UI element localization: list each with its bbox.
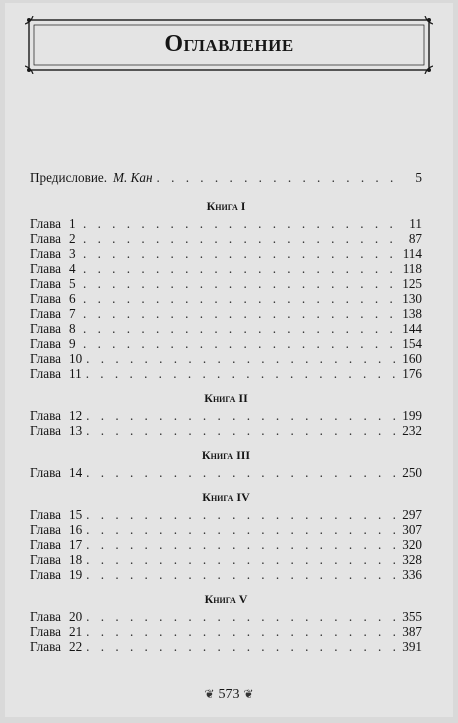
chapter-number: 12 bbox=[68, 408, 83, 423]
chapter-label: Глава bbox=[30, 522, 61, 537]
left-ornament-icon: ❦ bbox=[204, 687, 215, 701]
preface-author: М. Кан bbox=[113, 170, 153, 185]
dot-leader bbox=[83, 246, 398, 261]
chapter-page: 199 bbox=[402, 408, 422, 423]
chapter-label-group bbox=[30, 465, 82, 480]
chapter-entry bbox=[30, 321, 422, 336]
chapter-entry bbox=[30, 231, 422, 246]
dot-leader bbox=[86, 609, 398, 624]
chapter-number: 18 bbox=[68, 552, 83, 567]
dot-leader bbox=[86, 366, 398, 381]
chapter-page: 387 bbox=[402, 624, 422, 639]
chapter-number: 13 bbox=[68, 423, 83, 438]
chapter-entry bbox=[30, 552, 422, 567]
dot-leader bbox=[83, 321, 398, 336]
dot-leader bbox=[86, 537, 398, 552]
chapter-label: Глава bbox=[30, 567, 61, 582]
dot-leader bbox=[86, 552, 398, 567]
chapter-number: 15 bbox=[68, 507, 83, 522]
chapter-entry bbox=[30, 465, 422, 480]
chapter-page: 250 bbox=[402, 465, 422, 480]
chapter-page: 320 bbox=[402, 537, 422, 552]
chapter-entry bbox=[30, 366, 422, 381]
table-of-contents bbox=[30, 170, 422, 654]
chapter-label-group bbox=[30, 231, 79, 246]
dot-leader bbox=[83, 336, 398, 351]
chapter-label-group bbox=[30, 321, 79, 336]
page-footer bbox=[5, 687, 453, 703]
chapter-number: 16 bbox=[68, 522, 83, 537]
chapter-number: 20 bbox=[68, 609, 83, 624]
chapter-page: 144 bbox=[402, 321, 422, 336]
chapter-number: 6 bbox=[68, 291, 76, 306]
chapter-number: 5 bbox=[68, 276, 76, 291]
chapter-label: Глава bbox=[30, 639, 61, 654]
chapter-label-group bbox=[30, 276, 79, 291]
chapter-label-group bbox=[30, 246, 79, 261]
chapter-entry bbox=[30, 351, 422, 366]
chapter-label: Глава bbox=[30, 609, 61, 624]
chapter-number: 17 bbox=[68, 537, 83, 552]
chapter-label-group bbox=[30, 351, 82, 366]
chapter-label: Глава bbox=[30, 246, 61, 261]
preface-label-group bbox=[30, 170, 153, 185]
chapter-label-group bbox=[30, 261, 79, 276]
chapter-number: 9 bbox=[68, 336, 76, 351]
book-heading: Книга V bbox=[204, 592, 248, 606]
books-list bbox=[30, 198, 422, 654]
chapter-number: 4 bbox=[68, 261, 76, 276]
chapter-number: 22 bbox=[68, 639, 83, 654]
chapter-page: 232 bbox=[402, 423, 422, 438]
preface-entry bbox=[30, 170, 422, 185]
chapter-entry bbox=[30, 423, 422, 438]
chapter-entry bbox=[30, 246, 422, 261]
dot-leader bbox=[157, 170, 398, 185]
chapter-label: Глава bbox=[30, 306, 61, 321]
chapter-label-group bbox=[30, 522, 82, 537]
chapter-entry bbox=[30, 291, 422, 306]
chapter-label-group bbox=[30, 216, 79, 231]
chapter-page: 114 bbox=[402, 246, 422, 261]
chapter-label: Глава bbox=[30, 552, 61, 567]
chapter-entry bbox=[30, 216, 422, 231]
chapter-label-group bbox=[30, 624, 82, 639]
chapter-number: 11 bbox=[68, 366, 82, 381]
chapter-label: Глава bbox=[30, 465, 61, 480]
chapter-label: Глава bbox=[30, 276, 61, 291]
chapter-page: 87 bbox=[408, 231, 422, 246]
chapter-number: 3 bbox=[68, 246, 76, 261]
dot-leader bbox=[83, 306, 398, 321]
chapter-number: 1 bbox=[68, 216, 76, 231]
chapter-entry bbox=[30, 609, 422, 624]
chapter-page: 118 bbox=[402, 261, 422, 276]
chapter-label: Глава bbox=[30, 291, 61, 306]
chapter-label-group bbox=[30, 408, 82, 423]
dot-leader bbox=[83, 276, 398, 291]
dot-leader bbox=[86, 507, 398, 522]
dot-leader bbox=[83, 261, 398, 276]
chapter-page: 125 bbox=[402, 276, 422, 291]
dot-leader bbox=[86, 408, 398, 423]
chapter-label-group bbox=[30, 423, 82, 438]
dot-leader bbox=[83, 291, 398, 306]
right-ornament-icon: ❦ bbox=[243, 687, 254, 701]
chapter-label: Глава bbox=[30, 507, 61, 522]
dot-leader bbox=[86, 567, 398, 582]
dot-leader bbox=[86, 624, 398, 639]
dot-leader bbox=[83, 231, 398, 246]
dot-leader bbox=[86, 639, 398, 654]
chapter-label: Глава bbox=[30, 423, 61, 438]
book-heading: Книга IV bbox=[202, 490, 250, 504]
chapter-page: 176 bbox=[402, 366, 422, 381]
chapter-page: 307 bbox=[402, 522, 422, 537]
dot-leader bbox=[86, 522, 398, 537]
chapter-page: 328 bbox=[402, 552, 422, 567]
chapter-label-group bbox=[30, 291, 79, 306]
chapter-number: 2 bbox=[68, 231, 76, 246]
chapter-label: Глава bbox=[30, 537, 61, 552]
book-heading: Книга I bbox=[206, 199, 246, 213]
chapter-number: 10 bbox=[68, 351, 83, 366]
chapter-page: 130 bbox=[402, 291, 422, 306]
book-page bbox=[5, 3, 453, 717]
dot-leader bbox=[83, 216, 398, 231]
chapter-label-group bbox=[30, 336, 79, 351]
chapter-page: 154 bbox=[402, 336, 422, 351]
chapter-label: Глава bbox=[30, 321, 61, 336]
chapter-label-group bbox=[30, 639, 82, 654]
chapter-label: Глава bbox=[30, 231, 61, 246]
chapter-page: 355 bbox=[402, 609, 422, 624]
chapter-entry bbox=[30, 537, 422, 552]
chapter-label-group bbox=[30, 567, 82, 582]
chapter-page: 336 bbox=[402, 567, 422, 582]
chapter-number: 7 bbox=[68, 306, 76, 321]
chapter-label-group bbox=[30, 366, 82, 381]
chapter-page: 138 bbox=[402, 306, 422, 321]
chapter-number: 14 bbox=[68, 465, 83, 480]
book-heading: Книга II bbox=[204, 391, 248, 405]
chapter-label-group bbox=[30, 609, 82, 624]
chapter-label-group bbox=[30, 552, 82, 567]
page-title: Оглавление bbox=[164, 31, 294, 57]
dot-leader bbox=[86, 351, 398, 366]
chapter-number: 21 bbox=[68, 624, 83, 639]
chapter-entry bbox=[30, 261, 422, 276]
dot-leader bbox=[86, 423, 398, 438]
preface-label: Предисловие. bbox=[30, 170, 108, 185]
dot-leader bbox=[86, 465, 398, 480]
chapter-page: 160 bbox=[402, 351, 422, 366]
chapter-number: 19 bbox=[68, 567, 83, 582]
chapter-entry bbox=[30, 567, 422, 582]
chapter-entry bbox=[30, 507, 422, 522]
chapter-number: 8 bbox=[68, 321, 76, 336]
chapter-entry bbox=[30, 276, 422, 291]
chapter-entry bbox=[30, 408, 422, 423]
chapter-entry bbox=[30, 336, 422, 351]
chapter-entry bbox=[30, 624, 422, 639]
chapter-label-group bbox=[30, 537, 82, 552]
chapter-label: Глава bbox=[30, 624, 61, 639]
chapter-entry bbox=[30, 306, 422, 321]
chapter-label-group bbox=[30, 507, 82, 522]
chapter-page: 11 bbox=[409, 216, 422, 231]
chapter-entry bbox=[30, 522, 422, 537]
title-frame bbox=[25, 16, 433, 74]
preface-page: 5 bbox=[415, 170, 422, 185]
chapter-page: 391 bbox=[402, 639, 422, 654]
chapter-label: Глава bbox=[30, 336, 61, 351]
book-heading: Книга III bbox=[201, 448, 251, 462]
chapter-label: Глава bbox=[30, 351, 61, 366]
chapter-entry bbox=[30, 639, 422, 654]
chapter-label: Глава bbox=[30, 216, 61, 231]
chapter-label: Глава bbox=[30, 261, 61, 276]
chapter-label: Глава bbox=[30, 408, 61, 423]
chapter-page: 297 bbox=[402, 507, 422, 522]
chapter-label: Глава bbox=[30, 366, 61, 381]
chapter-label-group bbox=[30, 306, 79, 321]
page-number: 573 bbox=[218, 687, 240, 702]
